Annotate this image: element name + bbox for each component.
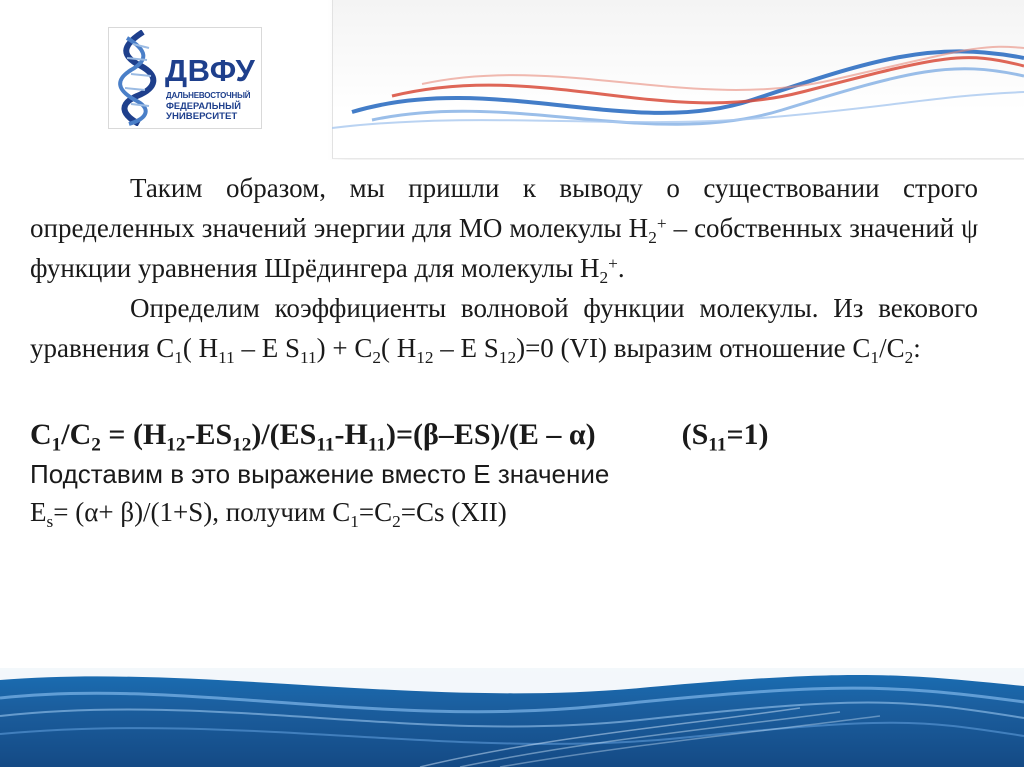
- paragraph-2: [30, 288, 978, 368]
- text-fragment: E: [30, 497, 47, 527]
- text-line: Из векового уравнения С: [30, 293, 978, 363]
- formula-fragment: (S: [681, 418, 709, 451]
- text-line: строго определенных значений энергии для МО молекулы Н: [30, 173, 978, 243]
- formula-fragment: -H: [334, 418, 368, 451]
- logo-subtitle: [166, 91, 258, 122]
- subscript: s: [46, 512, 54, 532]
- text-fragment: – Е S: [433, 333, 499, 363]
- substitution-line: Подставим в это выражение вместо Е значение: [30, 459, 610, 489]
- text-fragment: =Cs (XII): [400, 497, 507, 527]
- formula-fragment: )/(ES: [251, 418, 317, 451]
- subscript: 2: [91, 434, 101, 456]
- formula-fragment: C: [30, 418, 52, 451]
- subscript: 11: [218, 348, 235, 368]
- text-line: выразим отношение С: [613, 333, 871, 363]
- text-fragment: ) + С: [316, 333, 373, 363]
- subscript: 12: [232, 434, 252, 456]
- text-fragment: ( Н: [381, 333, 417, 363]
- result-line: [30, 492, 978, 532]
- main-formula: [30, 414, 978, 456]
- text-fragment: = (α+ β)/(1+S), получим С: [53, 497, 351, 527]
- paragraph-1: [30, 168, 978, 288]
- formula-fragment: = (H: [100, 418, 167, 451]
- subscript: 11: [708, 434, 727, 456]
- slide-content: [30, 168, 978, 532]
- text-line: собственных значений ψ функции уравнения Шрёдингера для: [30, 213, 979, 283]
- subscript: 11: [316, 434, 335, 456]
- formula-note: [681, 418, 769, 456]
- subscript: 1: [870, 348, 880, 368]
- subscript: 12: [498, 348, 517, 368]
- subscript: 2: [599, 268, 609, 288]
- subscript: 2: [372, 348, 382, 368]
- text-line: Определим коэффициенты волновой функции молекулы.: [130, 293, 819, 323]
- logo-subtitle-line3: УНИВЕРСИТЕТ: [166, 111, 238, 122]
- logo-subtitle-line1: ДАЛЬНЕВОСТОЧНЫЙ: [166, 91, 251, 100]
- university-logo: [108, 27, 262, 129]
- text-fragment: /С: [879, 333, 905, 363]
- formula-fragment: )=(β–ES)/(E – α): [385, 418, 596, 451]
- subscript: 12: [416, 348, 434, 368]
- text-fragment: =С: [358, 497, 393, 527]
- superscript: +: [608, 254, 618, 274]
- text-fragment: ( Н: [182, 333, 219, 363]
- logo-subtitle-line2: ФЕДЕРАЛЬНЫЙ: [166, 101, 241, 111]
- text-fragment: – Е S: [234, 333, 301, 363]
- footer-waves-decoration: [0, 668, 1024, 767]
- subscript: 11: [367, 434, 386, 456]
- subscript: 12: [166, 434, 186, 456]
- formula-fragment: =1): [726, 418, 769, 451]
- superscript: +: [656, 214, 667, 234]
- text-fragment: .: [617, 253, 625, 283]
- formula-fragment: -ES: [185, 418, 233, 451]
- subscript: 11: [300, 348, 317, 368]
- subscript: 2: [392, 512, 401, 532]
- text-fragment: :: [913, 333, 921, 363]
- helix-icon: [113, 30, 165, 126]
- text-fragment: )=0 (VI): [516, 333, 608, 363]
- subscript: 1: [51, 434, 62, 456]
- subscript: 1: [174, 348, 183, 368]
- footer-band: [0, 668, 1024, 767]
- logo-title: ДВФУ: [165, 53, 256, 88]
- subscript: 1: [350, 512, 359, 532]
- header-waves-decoration: [332, 0, 1024, 158]
- subscript: 2: [648, 228, 657, 248]
- subscript: 2: [904, 348, 914, 368]
- formula-fragment: /C: [61, 418, 92, 451]
- text-line: молекулы Н: [460, 253, 600, 283]
- text-fragment: –: [666, 213, 688, 243]
- text-line: Таким образом, мы пришли к выводу о существовании: [130, 173, 880, 203]
